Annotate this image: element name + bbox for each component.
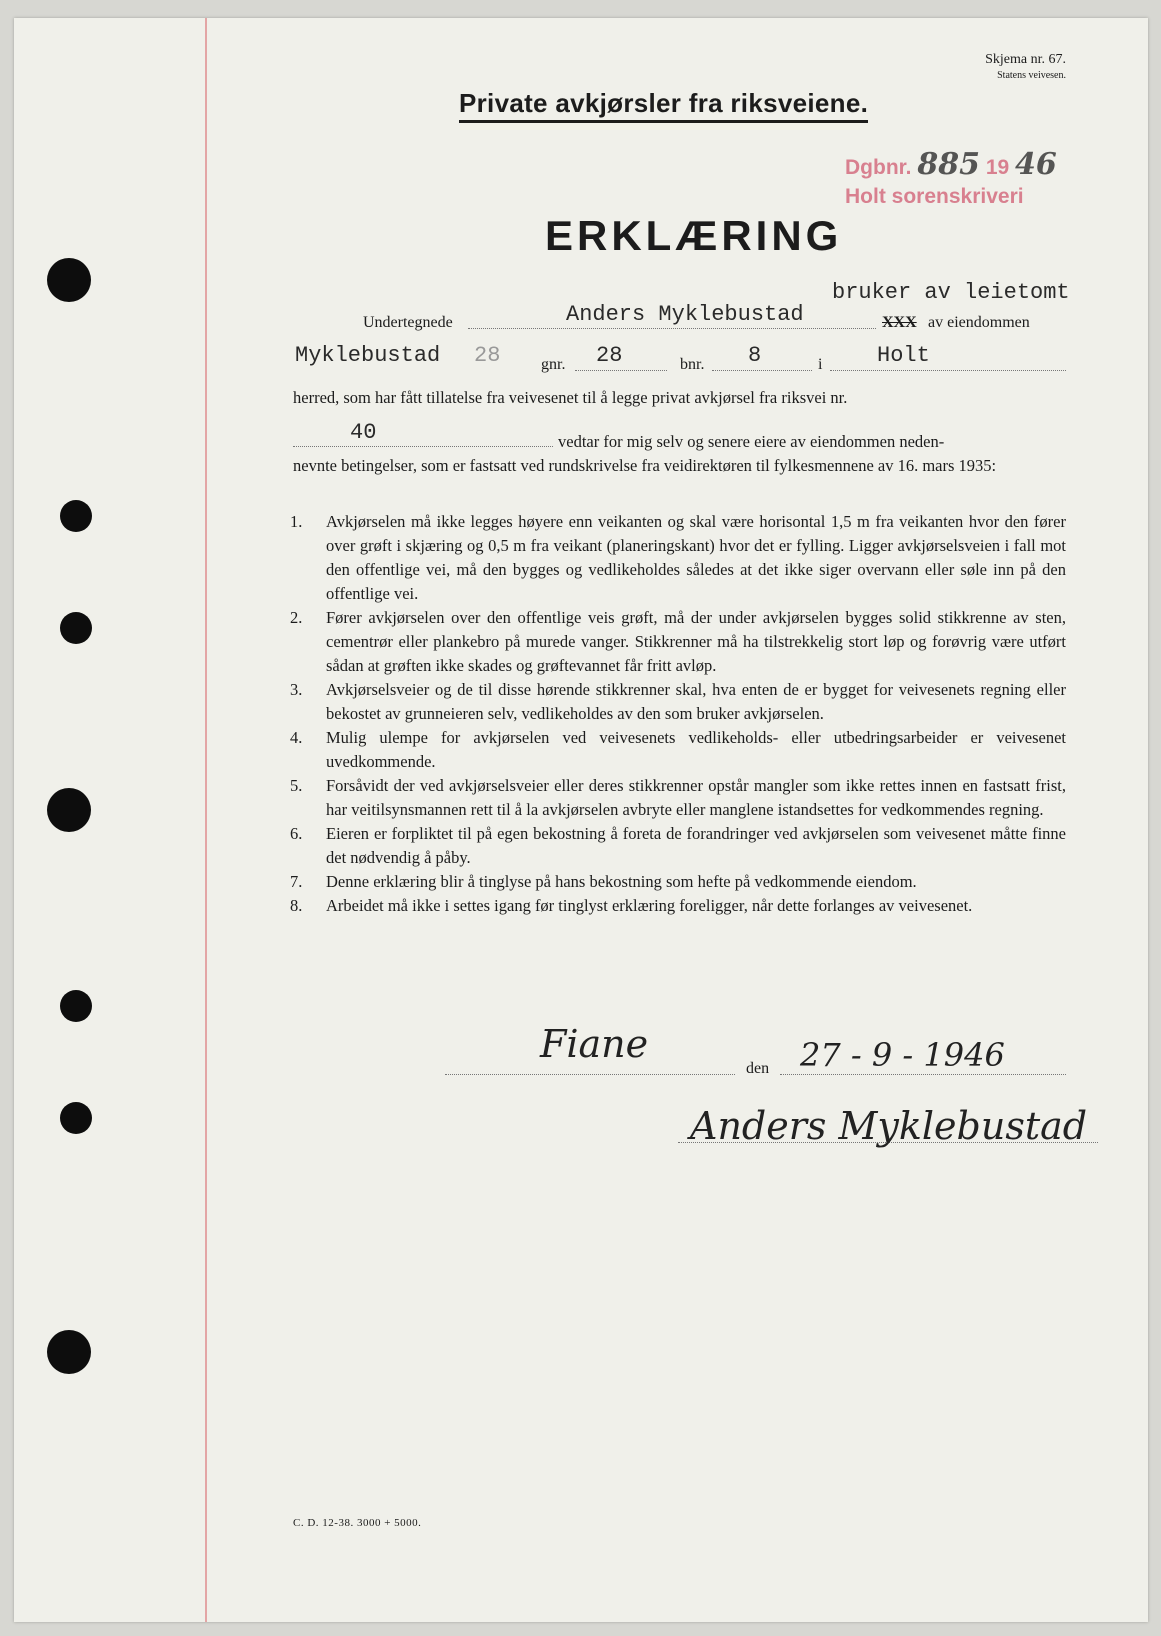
punch-hole [47,1330,91,1374]
date-line [780,1074,1066,1075]
condition-item: 3. Avkjørselsveier og de til disse hørende stikkrenner skal, hva enten de er bygget for veivesenets regning eller bekostet av grunneieren selv, vedlikeholdes av den som bruker avkjørselen. [290,680,1066,723]
signature-date: 27 - 9 - 1946 [800,1036,1005,1074]
stamp-year: 46 [1015,147,1057,182]
punch-hole [60,1102,92,1134]
herred-line [830,370,1066,371]
bnr-line [712,370,812,371]
bruker-note: bruker av leietomt [832,280,1070,305]
margin-line [205,18,207,1622]
property-extra: 28 [474,343,501,368]
condition-item: 6. Eieren er forpliktet til på egen bekostning å foreta de forandringer ved avkjørselen som veivesenet måtte finne det nødvendig å påby. [290,824,1066,867]
conditions-list [290,510,1066,918]
stamp-number: 885 [917,147,980,182]
intro-text: herred, som har fått tillatelse fra veivesenet til å legge privat avkjørsel fra riksvei nr. [293,388,848,407]
herred-field: Holt [877,343,930,368]
schema-number: Skjema nr. 67. Statens veivesen. [985,52,1066,81]
property-field: Myklebustad [295,343,441,368]
registry-stamp: Dgbnr. 885 19 46 Holt sorenskriveri [845,147,1057,208]
condition-item: 7. Denne erklæring blir å tinglyse på hans bekostning som hefte på vedkommende eiendom. [290,872,917,891]
form-footer: C. D. 12-38. 3000 + 5000. [293,1517,422,1529]
name-field: Anders Myklebustad [566,302,804,327]
riksvei-number: 40 [350,420,377,445]
bnr-label: bnr. [680,356,705,373]
condition-item: 8. Arbeidet må ikke i settes igang før tinglyst erklæring foreligger, når dette forlanges av veivesenet. [290,896,973,915]
document-title: ERKLÆRING [545,212,843,259]
bnr-field: 8 [748,343,762,368]
condition-item: 5. Forsåvidt der ved avkjørselsveier eller deres stikkrenner opstår mangler som ikke rettes innen en fastsatt frist, har veitilsynsmannen rett til å la avkjørselen avbryte eller manglene istandsettes for vedkommendes regning. [290,776,1066,819]
stamp-court: Holt sorenskriveri [845,185,1024,208]
punch-hole [47,788,91,832]
condition-item: 2. Fører avkjørselen over den offentlige veis grøft, må der under avkjørselen bygges solid stikkrenne av sten, cementrør eller plankebro på murede vanger. Stikkrenner må ha tilstrekkelig stort løp og forøvrig være utført sådan at grøften ikke skades og grøftevannet får fritt avløp. [290,608,1066,675]
schema-org: Statens veivesen. [997,70,1066,81]
name-line [468,328,876,329]
signature-name: Anders Myklebustad [690,1104,1088,1148]
condition-item: 4. Mulig ulempe for avkjørselen ved veivesenets vedlikeholds- eller utbedringsarbeider er veivesenet uvedkommende. [290,728,1066,771]
place-line [445,1074,735,1075]
gnr-field: 28 [596,343,623,368]
punch-hole [47,258,91,302]
riksvei-line [293,446,553,447]
av-eiendommen-label: av eiendommen [928,314,1030,331]
punch-hole [60,990,92,1022]
i-label: i [818,356,823,373]
gnr-line [575,370,667,371]
punch-hole [60,612,92,644]
struck-text: XXX [882,314,917,331]
undertegnede-label: Undertegnede [363,314,453,331]
intro-text-2: vedtar for mig selv og senere eiere av eiendommen neden- [558,432,945,451]
signature-place: Fiane [540,1022,649,1066]
gnr-label: gnr. [541,356,566,373]
condition-item: 1. Avkjørselen må ikke legges høyere enn veikanten og skal være horisontal 1,5 m fra veikanten hvor den fører over grøft i skjæring og 0,5 m fra veikant (planeringskant) hvor det er fylling. Ligger avkjørselsveien i fall mot den offentlige vei, må den bygges og vedlikeholdes således at det ikke siger overvann eller søle inn på den offentlige vei. [290,512,1066,603]
form-header: Private avkjørsler fra riksveiene. [459,88,868,123]
intro-text-3: nevnte betingelser, som er fastsatt ved rundskrivelse fra veidirektøren til fylkesmennene av 16. mars 1935: [293,456,997,475]
den-label: den [746,1060,770,1077]
punch-hole [60,500,92,532]
